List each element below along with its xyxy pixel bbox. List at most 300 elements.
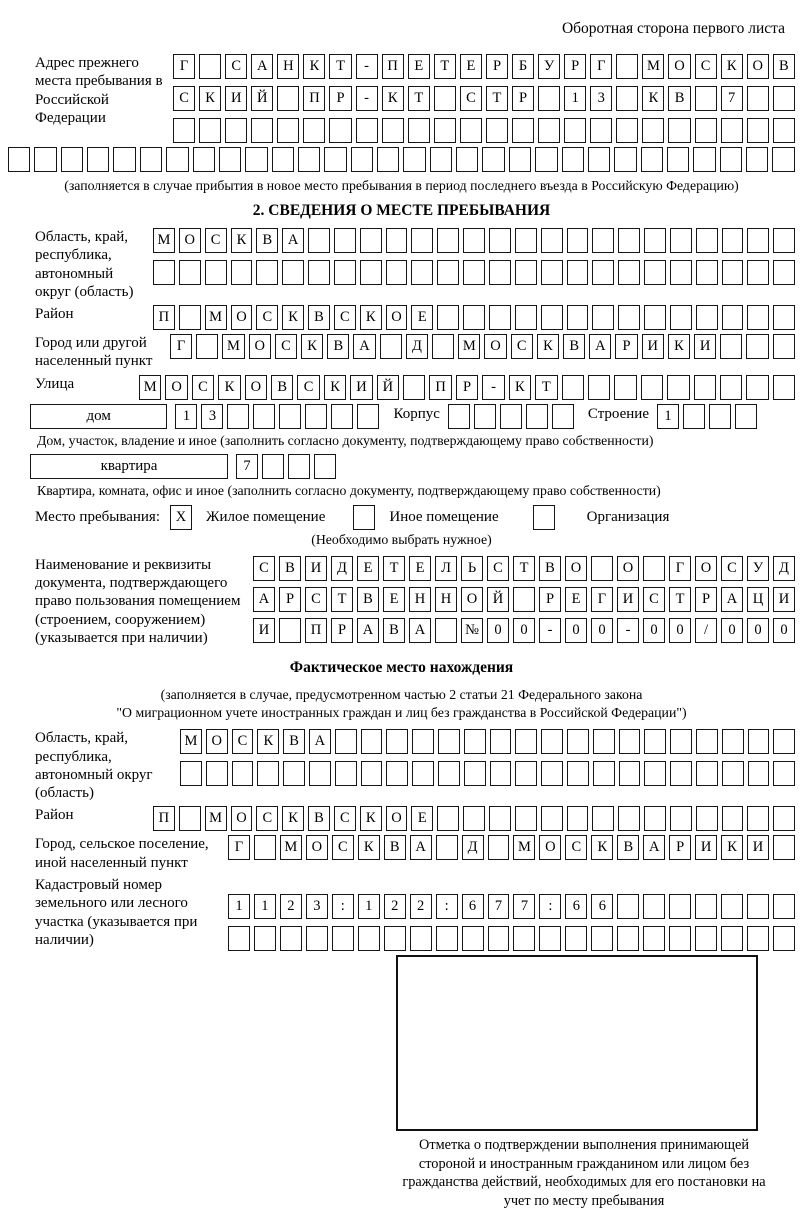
char-cell[interactable] bbox=[773, 305, 795, 330]
char-cell[interactable]: О bbox=[179, 228, 201, 253]
char-cell[interactable] bbox=[696, 260, 718, 285]
char-cell[interactable] bbox=[411, 228, 433, 253]
char-cell[interactable] bbox=[721, 118, 743, 143]
char-cell[interactable]: 0 bbox=[773, 618, 795, 643]
char-cell[interactable] bbox=[179, 260, 201, 285]
char-cell[interactable] bbox=[254, 835, 276, 860]
char-cell[interactable] bbox=[722, 806, 744, 831]
char-cell[interactable] bbox=[515, 228, 537, 253]
char-cell[interactable] bbox=[360, 228, 382, 253]
char-cell[interactable] bbox=[257, 761, 279, 786]
char-cell[interactable] bbox=[462, 926, 484, 951]
char-cell[interactable] bbox=[567, 729, 589, 754]
char-cell[interactable] bbox=[562, 147, 584, 172]
char-cell[interactable] bbox=[474, 404, 496, 429]
char-cell[interactable] bbox=[153, 260, 175, 285]
char-cell[interactable] bbox=[251, 118, 273, 143]
char-cell[interactable]: - bbox=[539, 618, 561, 643]
char-cell[interactable]: С bbox=[305, 587, 327, 612]
char-cell[interactable]: В bbox=[539, 556, 561, 581]
char-cell[interactable] bbox=[87, 147, 109, 172]
char-cell[interactable] bbox=[254, 926, 276, 951]
char-cell[interactable]: С bbox=[332, 835, 354, 860]
char-cell[interactable]: С bbox=[256, 806, 278, 831]
char-cell[interactable] bbox=[463, 305, 485, 330]
char-cell[interactable]: С bbox=[232, 729, 254, 754]
char-cell[interactable] bbox=[567, 260, 589, 285]
char-cell[interactable]: Р bbox=[564, 54, 586, 79]
char-cell[interactable] bbox=[279, 404, 301, 429]
char-cell[interactable] bbox=[437, 228, 459, 253]
char-cell[interactable] bbox=[437, 806, 459, 831]
char-cell[interactable]: Т bbox=[331, 587, 353, 612]
char-cell[interactable] bbox=[262, 454, 284, 479]
char-cell[interactable] bbox=[722, 761, 744, 786]
char-cell[interactable] bbox=[644, 228, 666, 253]
char-cell[interactable] bbox=[279, 618, 301, 643]
char-cell[interactable]: : bbox=[332, 894, 354, 919]
char-cell[interactable] bbox=[166, 147, 188, 172]
char-cell[interactable]: П bbox=[153, 806, 175, 831]
char-cell[interactable]: 6 bbox=[591, 894, 613, 919]
char-cell[interactable]: Р bbox=[486, 54, 508, 79]
stay-type-organization-checkbox[interactable] bbox=[533, 505, 555, 530]
char-cell[interactable]: К bbox=[509, 375, 531, 400]
char-cell[interactable] bbox=[616, 118, 638, 143]
char-cell[interactable] bbox=[509, 147, 531, 172]
char-cell[interactable]: Р bbox=[615, 334, 637, 359]
char-cell[interactable] bbox=[227, 404, 249, 429]
char-cell[interactable] bbox=[592, 806, 614, 831]
char-cell[interactable] bbox=[552, 404, 574, 429]
char-cell[interactable]: 0 bbox=[591, 618, 613, 643]
char-cell[interactable]: А bbox=[721, 587, 743, 612]
char-cell[interactable] bbox=[515, 806, 537, 831]
char-cell[interactable] bbox=[228, 926, 250, 951]
char-cell[interactable]: Ц bbox=[747, 587, 769, 612]
char-cell[interactable] bbox=[541, 228, 563, 253]
char-cell[interactable]: С bbox=[192, 375, 214, 400]
char-cell[interactable] bbox=[746, 147, 768, 172]
char-cell[interactable] bbox=[541, 806, 563, 831]
char-cell[interactable] bbox=[463, 806, 485, 831]
char-cell[interactable]: П bbox=[305, 618, 327, 643]
char-cell[interactable]: 0 bbox=[747, 618, 769, 643]
char-cell[interactable] bbox=[334, 260, 356, 285]
char-cell[interactable]: В bbox=[308, 806, 330, 831]
char-cell[interactable]: В bbox=[563, 334, 585, 359]
char-cell[interactable]: Л bbox=[435, 556, 457, 581]
char-cell[interactable] bbox=[283, 761, 305, 786]
char-cell[interactable] bbox=[456, 147, 478, 172]
char-cell[interactable]: С bbox=[205, 228, 227, 253]
char-cell[interactable] bbox=[432, 334, 454, 359]
char-cell[interactable] bbox=[309, 761, 331, 786]
char-cell[interactable] bbox=[616, 54, 638, 79]
char-cell[interactable] bbox=[567, 806, 589, 831]
char-cell[interactable]: 7 bbox=[236, 454, 258, 479]
char-cell[interactable]: Т bbox=[434, 54, 456, 79]
char-cell[interactable] bbox=[617, 894, 639, 919]
char-cell[interactable] bbox=[670, 806, 692, 831]
char-cell[interactable] bbox=[206, 761, 228, 786]
char-cell[interactable]: В bbox=[279, 556, 301, 581]
char-cell[interactable]: М bbox=[513, 835, 535, 860]
char-cell[interactable] bbox=[526, 404, 548, 429]
char-cell[interactable] bbox=[643, 894, 665, 919]
char-cell[interactable]: В bbox=[383, 618, 405, 643]
char-cell[interactable]: И bbox=[617, 587, 639, 612]
char-cell[interactable]: В bbox=[617, 835, 639, 860]
char-cell[interactable] bbox=[590, 118, 612, 143]
char-cell[interactable]: Т bbox=[408, 86, 430, 111]
char-cell[interactable]: А bbox=[251, 54, 273, 79]
char-cell[interactable] bbox=[408, 118, 430, 143]
char-cell[interactable] bbox=[683, 404, 705, 429]
char-cell[interactable] bbox=[515, 729, 537, 754]
char-cell[interactable]: К bbox=[303, 54, 325, 79]
char-cell[interactable] bbox=[668, 118, 690, 143]
char-cell[interactable]: К bbox=[537, 334, 559, 359]
char-cell[interactable]: В bbox=[271, 375, 293, 400]
char-cell[interactable] bbox=[489, 260, 511, 285]
char-cell[interactable]: М bbox=[205, 806, 227, 831]
char-cell[interactable]: М bbox=[458, 334, 480, 359]
char-cell[interactable] bbox=[205, 260, 227, 285]
char-cell[interactable]: Р bbox=[512, 86, 534, 111]
char-cell[interactable]: А bbox=[409, 618, 431, 643]
char-cell[interactable]: К bbox=[358, 835, 380, 860]
char-cell[interactable]: К bbox=[282, 305, 304, 330]
char-cell[interactable] bbox=[219, 147, 241, 172]
char-cell[interactable]: И bbox=[305, 556, 327, 581]
char-cell[interactable] bbox=[448, 404, 470, 429]
char-cell[interactable]: Д bbox=[406, 334, 428, 359]
char-cell[interactable] bbox=[357, 404, 379, 429]
char-cell[interactable]: А bbox=[410, 835, 432, 860]
char-cell[interactable] bbox=[438, 761, 460, 786]
char-cell[interactable]: А bbox=[282, 228, 304, 253]
char-cell[interactable] bbox=[773, 375, 795, 400]
char-cell[interactable] bbox=[329, 118, 351, 143]
char-cell[interactable] bbox=[644, 761, 666, 786]
char-cell[interactable]: В bbox=[384, 835, 406, 860]
char-cell[interactable]: С bbox=[487, 556, 509, 581]
char-cell[interactable]: В bbox=[256, 228, 278, 253]
char-cell[interactable]: В bbox=[308, 305, 330, 330]
char-cell[interactable]: О bbox=[539, 835, 561, 860]
char-cell[interactable] bbox=[34, 147, 56, 172]
char-cell[interactable] bbox=[500, 404, 522, 429]
char-cell[interactable]: 3 bbox=[201, 404, 223, 429]
char-cell[interactable] bbox=[403, 147, 425, 172]
char-cell[interactable]: К bbox=[642, 86, 664, 111]
char-cell[interactable] bbox=[488, 926, 510, 951]
char-cell[interactable] bbox=[412, 761, 434, 786]
char-cell[interactable]: С bbox=[643, 587, 665, 612]
char-cell[interactable] bbox=[513, 926, 535, 951]
char-cell[interactable] bbox=[694, 375, 716, 400]
char-cell[interactable]: Д bbox=[773, 556, 795, 581]
char-cell[interactable]: 1 bbox=[657, 404, 679, 429]
char-cell[interactable] bbox=[490, 761, 512, 786]
char-cell[interactable] bbox=[696, 228, 718, 253]
char-cell[interactable] bbox=[179, 305, 201, 330]
char-cell[interactable]: В bbox=[773, 54, 795, 79]
char-cell[interactable]: 2 bbox=[384, 894, 406, 919]
char-cell[interactable] bbox=[180, 761, 202, 786]
char-cell[interactable]: : bbox=[539, 894, 561, 919]
char-cell[interactable]: И bbox=[695, 835, 717, 860]
char-cell[interactable] bbox=[641, 375, 663, 400]
char-cell[interactable]: А bbox=[309, 729, 331, 754]
char-cell[interactable] bbox=[670, 260, 692, 285]
char-cell[interactable] bbox=[670, 305, 692, 330]
char-cell[interactable] bbox=[361, 729, 383, 754]
char-cell[interactable]: О bbox=[565, 556, 587, 581]
char-cell[interactable]: / bbox=[695, 618, 717, 643]
char-cell[interactable] bbox=[539, 926, 561, 951]
char-cell[interactable] bbox=[463, 228, 485, 253]
char-cell[interactable]: № bbox=[461, 618, 483, 643]
char-cell[interactable]: Д bbox=[462, 835, 484, 860]
char-cell[interactable]: Н bbox=[435, 587, 457, 612]
char-cell[interactable] bbox=[773, 334, 795, 359]
char-cell[interactable]: Р bbox=[331, 618, 353, 643]
char-cell[interactable] bbox=[386, 761, 408, 786]
char-cell[interactable]: С bbox=[460, 86, 482, 111]
char-cell[interactable] bbox=[670, 761, 692, 786]
char-cell[interactable]: 7 bbox=[513, 894, 535, 919]
char-cell[interactable] bbox=[593, 729, 615, 754]
char-cell[interactable] bbox=[748, 729, 770, 754]
char-cell[interactable] bbox=[618, 305, 640, 330]
char-cell[interactable] bbox=[303, 118, 325, 143]
char-cell[interactable] bbox=[588, 375, 610, 400]
char-cell[interactable]: А bbox=[357, 618, 379, 643]
char-cell[interactable] bbox=[773, 926, 795, 951]
char-cell[interactable] bbox=[277, 118, 299, 143]
char-cell[interactable] bbox=[306, 926, 328, 951]
char-cell[interactable] bbox=[486, 118, 508, 143]
char-cell[interactable] bbox=[377, 147, 399, 172]
char-cell[interactable]: Р bbox=[695, 587, 717, 612]
char-cell[interactable] bbox=[538, 118, 560, 143]
char-cell[interactable] bbox=[324, 147, 346, 172]
char-cell[interactable] bbox=[232, 761, 254, 786]
char-cell[interactable]: 0 bbox=[669, 618, 691, 643]
char-cell[interactable] bbox=[696, 806, 718, 831]
char-cell[interactable]: Т bbox=[669, 587, 691, 612]
char-cell[interactable] bbox=[747, 260, 769, 285]
char-cell[interactable]: А bbox=[589, 334, 611, 359]
char-cell[interactable] bbox=[288, 454, 310, 479]
char-cell[interactable]: О bbox=[386, 305, 408, 330]
char-cell[interactable] bbox=[722, 729, 744, 754]
char-cell[interactable] bbox=[538, 86, 560, 111]
stay-type-residential-checkbox[interactable]: X bbox=[170, 505, 192, 530]
char-cell[interactable] bbox=[412, 729, 434, 754]
char-cell[interactable]: О bbox=[695, 556, 717, 581]
char-cell[interactable] bbox=[670, 228, 692, 253]
char-cell[interactable] bbox=[616, 86, 638, 111]
char-cell[interactable]: М bbox=[139, 375, 161, 400]
char-cell[interactable] bbox=[669, 926, 691, 951]
char-cell[interactable]: 1 bbox=[254, 894, 276, 919]
char-cell[interactable] bbox=[641, 147, 663, 172]
char-cell[interactable]: 6 bbox=[565, 894, 587, 919]
char-cell[interactable] bbox=[618, 806, 640, 831]
char-cell[interactable]: К bbox=[668, 334, 690, 359]
char-cell[interactable]: П bbox=[382, 54, 404, 79]
char-cell[interactable]: 7 bbox=[721, 86, 743, 111]
char-cell[interactable] bbox=[193, 147, 215, 172]
char-cell[interactable] bbox=[644, 260, 666, 285]
char-cell[interactable] bbox=[746, 375, 768, 400]
char-cell[interactable] bbox=[282, 260, 304, 285]
char-cell[interactable] bbox=[361, 761, 383, 786]
char-cell[interactable]: Г bbox=[591, 587, 613, 612]
char-cell[interactable] bbox=[591, 926, 613, 951]
char-cell[interactable]: О bbox=[484, 334, 506, 359]
char-cell[interactable] bbox=[256, 260, 278, 285]
char-cell[interactable]: С bbox=[256, 305, 278, 330]
char-cell[interactable] bbox=[489, 305, 511, 330]
char-cell[interactable] bbox=[693, 147, 715, 172]
char-cell[interactable]: Р bbox=[279, 587, 301, 612]
char-cell[interactable] bbox=[773, 894, 795, 919]
char-cell[interactable] bbox=[512, 118, 534, 143]
char-cell[interactable]: Й bbox=[251, 86, 273, 111]
char-cell[interactable] bbox=[720, 334, 742, 359]
char-cell[interactable] bbox=[773, 729, 795, 754]
char-cell[interactable] bbox=[436, 835, 458, 860]
char-cell[interactable] bbox=[434, 118, 456, 143]
char-cell[interactable] bbox=[513, 587, 535, 612]
char-cell[interactable] bbox=[747, 118, 769, 143]
char-cell[interactable] bbox=[619, 761, 641, 786]
char-cell[interactable] bbox=[179, 806, 201, 831]
char-cell[interactable]: Р bbox=[456, 375, 478, 400]
char-cell[interactable] bbox=[619, 729, 641, 754]
char-cell[interactable] bbox=[384, 926, 406, 951]
char-cell[interactable] bbox=[253, 404, 275, 429]
char-cell[interactable] bbox=[386, 260, 408, 285]
char-cell[interactable] bbox=[667, 375, 689, 400]
char-cell[interactable]: У bbox=[538, 54, 560, 79]
char-cell[interactable] bbox=[695, 118, 717, 143]
char-cell[interactable] bbox=[567, 228, 589, 253]
char-cell[interactable]: Р bbox=[329, 86, 351, 111]
char-cell[interactable] bbox=[670, 729, 692, 754]
char-cell[interactable]: Г bbox=[669, 556, 691, 581]
char-cell[interactable] bbox=[747, 305, 769, 330]
char-cell[interactable] bbox=[460, 118, 482, 143]
char-cell[interactable]: И bbox=[642, 334, 664, 359]
char-cell[interactable] bbox=[386, 228, 408, 253]
char-cell[interactable]: К bbox=[231, 228, 253, 253]
char-cell[interactable]: 1 bbox=[358, 894, 380, 919]
char-cell[interactable] bbox=[695, 894, 717, 919]
char-cell[interactable] bbox=[773, 806, 795, 831]
char-cell[interactable]: С bbox=[173, 86, 195, 111]
char-cell[interactable] bbox=[463, 260, 485, 285]
char-cell[interactable] bbox=[199, 118, 221, 143]
char-cell[interactable] bbox=[541, 305, 563, 330]
char-cell[interactable] bbox=[272, 147, 294, 172]
char-cell[interactable]: И bbox=[225, 86, 247, 111]
char-cell[interactable] bbox=[773, 761, 795, 786]
char-cell[interactable] bbox=[490, 729, 512, 754]
char-cell[interactable]: А bbox=[353, 334, 375, 359]
char-cell[interactable]: 1 bbox=[564, 86, 586, 111]
char-cell[interactable]: М bbox=[153, 228, 175, 253]
char-cell[interactable] bbox=[644, 729, 666, 754]
char-cell[interactable] bbox=[747, 806, 769, 831]
char-cell[interactable] bbox=[772, 147, 794, 172]
char-cell[interactable]: Б bbox=[512, 54, 534, 79]
char-cell[interactable]: 7 bbox=[488, 894, 510, 919]
char-cell[interactable]: С bbox=[225, 54, 247, 79]
char-cell[interactable] bbox=[591, 556, 613, 581]
char-cell[interactable] bbox=[614, 147, 636, 172]
char-cell[interactable]: У bbox=[747, 556, 769, 581]
char-cell[interactable] bbox=[173, 118, 195, 143]
char-cell[interactable]: Е bbox=[408, 54, 430, 79]
char-cell[interactable] bbox=[488, 835, 510, 860]
char-cell[interactable]: Е bbox=[411, 806, 433, 831]
char-cell[interactable]: О bbox=[461, 587, 483, 612]
char-cell[interactable] bbox=[773, 835, 795, 860]
char-cell[interactable] bbox=[434, 86, 456, 111]
char-cell[interactable] bbox=[617, 926, 639, 951]
char-cell[interactable] bbox=[709, 404, 731, 429]
char-cell[interactable] bbox=[720, 375, 742, 400]
char-cell[interactable]: О bbox=[747, 54, 769, 79]
char-cell[interactable] bbox=[231, 260, 253, 285]
char-cell[interactable] bbox=[335, 761, 357, 786]
char-cell[interactable] bbox=[298, 147, 320, 172]
char-cell[interactable] bbox=[642, 118, 664, 143]
char-cell[interactable]: 0 bbox=[487, 618, 509, 643]
char-cell[interactable]: К bbox=[360, 806, 382, 831]
char-cell[interactable] bbox=[696, 305, 718, 330]
char-cell[interactable]: Е bbox=[411, 305, 433, 330]
char-cell[interactable]: Й bbox=[377, 375, 399, 400]
char-cell[interactable]: С bbox=[297, 375, 319, 400]
char-cell[interactable]: М bbox=[642, 54, 664, 79]
char-cell[interactable] bbox=[482, 147, 504, 172]
char-cell[interactable] bbox=[564, 118, 586, 143]
char-cell[interactable]: О bbox=[668, 54, 690, 79]
char-cell[interactable]: О bbox=[231, 305, 253, 330]
char-cell[interactable]: С bbox=[511, 334, 533, 359]
char-cell[interactable]: - bbox=[356, 54, 378, 79]
char-cell[interactable]: М bbox=[180, 729, 202, 754]
char-cell[interactable] bbox=[748, 761, 770, 786]
char-cell[interactable]: Е bbox=[357, 556, 379, 581]
char-cell[interactable] bbox=[305, 404, 327, 429]
char-cell[interactable] bbox=[331, 404, 353, 429]
char-cell[interactable] bbox=[722, 228, 744, 253]
char-cell[interactable]: А bbox=[643, 835, 665, 860]
char-cell[interactable] bbox=[669, 894, 691, 919]
char-cell[interactable] bbox=[747, 86, 769, 111]
char-cell[interactable]: 0 bbox=[565, 618, 587, 643]
char-cell[interactable]: 3 bbox=[306, 894, 328, 919]
char-cell[interactable] bbox=[592, 228, 614, 253]
char-cell[interactable]: К bbox=[257, 729, 279, 754]
